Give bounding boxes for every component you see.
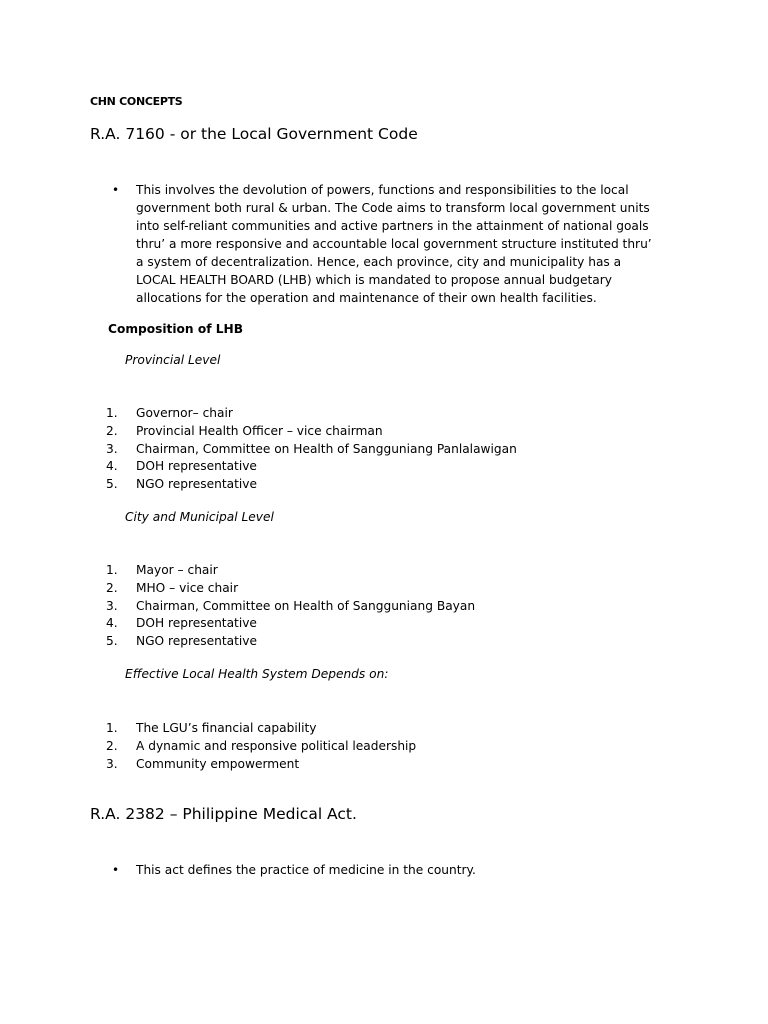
composition-heading: Composition of LHB — [108, 322, 244, 336]
section-heading-ra-7160: R.A. 7160 - or the Local Government Code — [90, 125, 418, 143]
bullet-glyph: • — [112, 183, 120, 197]
bullet-glyph: • — [112, 863, 120, 877]
list-item: 4. DOH representative — [106, 459, 257, 474]
city-municipal-level-label: City and Municipal Level — [125, 510, 274, 524]
list-item: 1. The LGU’s financial capability — [106, 721, 317, 735]
list-item: 2. A dynamic and responsive political leadership — [106, 738, 417, 753]
list-item: 2. MHO – vice chair — [106, 580, 239, 595]
effective-list — [106, 720, 416, 773]
document-label: CHN CONCEPTS — [90, 95, 183, 108]
bullet-paragraph — [112, 181, 652, 307]
bullet-text: This act defines the practice of medicine in the country. — [136, 863, 476, 877]
list-item: 3. Chairman, Committee on Health of Sangguniang Panlalawigan — [106, 441, 517, 456]
provincial-level-label: Provincial Level — [125, 353, 221, 367]
list-item: 1. Mayor – chair — [106, 563, 218, 577]
list-item: 3. Community empowerment — [106, 756, 300, 771]
list-item: 3. Chairman, Committee on Health of Sangguniang Bayan — [106, 598, 476, 613]
list-item: 4. DOH representative — [106, 616, 257, 631]
list-item: 1. Governor– chair — [106, 406, 233, 420]
list-item: 2. Provincial Health Officer – vice chairman — [106, 423, 383, 438]
bullet-text: This involves the devolution of powers, functions and responsibilities to the local government both rural & urban. The Code aims to transform local government units into self-reliant communities and active partners in the attainment of national goals thru’ a more responsive and accountable local government structure instituted thru’ a system of decentralization. Hence, each province, city and municipality has a LOCAL HEALTH BOARD (LHB) which is mandated to propose annual budgetary allocations for the operation and maintenance of their own health facilities. — [136, 183, 652, 305]
bullet-paragraph — [112, 861, 652, 879]
list-item: 5. NGO representative — [106, 477, 257, 492]
city-list — [106, 562, 475, 651]
section-heading-ra-2382: R.A. 2382 – Philippine Medical Act. — [90, 805, 357, 823]
list-item: 5. NGO representative — [106, 634, 257, 649]
effective-system-label: Effective Local Health System Depends on: — [125, 667, 389, 681]
provincial-list — [106, 405, 517, 494]
